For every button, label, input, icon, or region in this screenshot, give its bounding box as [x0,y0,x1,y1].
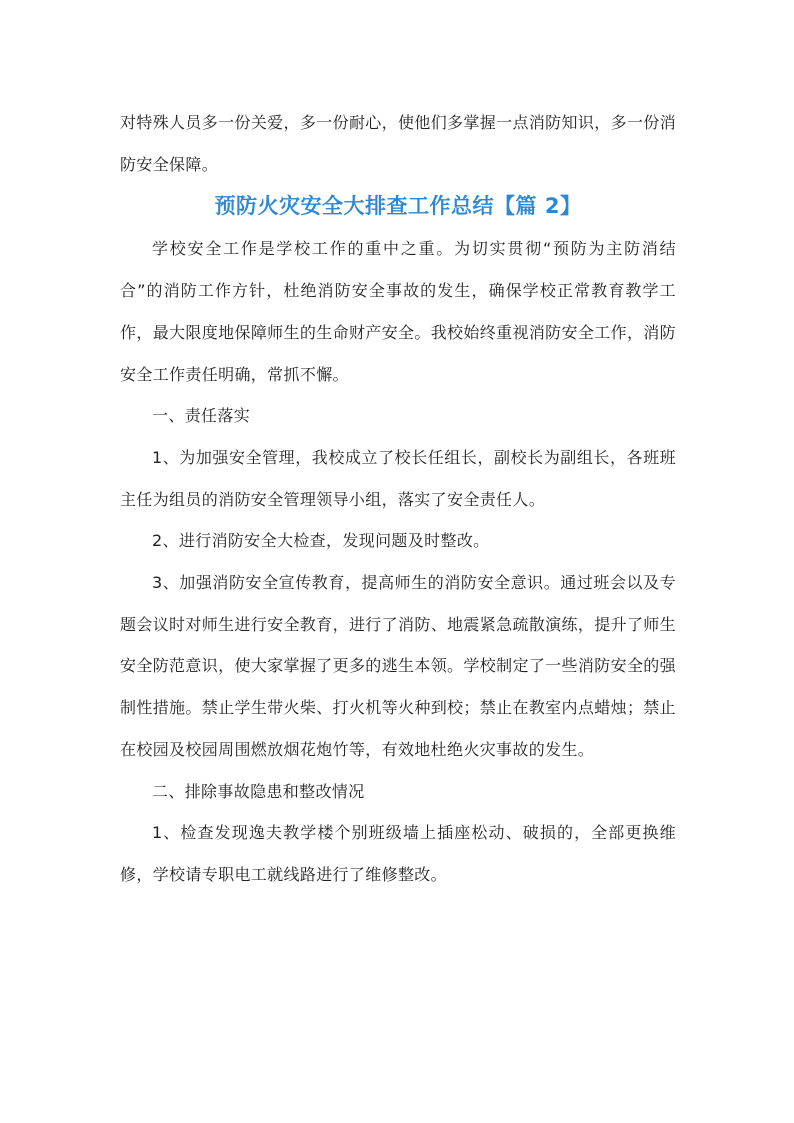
body-paragraph-1: 学校安全工作是学校工作的重中之重。为切实贯彻“预防为主防消结合”的消防工作方针，杜绝消防安全事故的发生，确保学校正常教育教学工作，最大限度地保障师生的生命财产安全。我校始终重视消防安全工作，消防安全工作责任明确，常抓不懈。 [120,239,676,384]
section-title: 预防火灾安全大排查工作总结【篇 2】 [214,194,582,219]
document-body [120,102,676,896]
body-paragraph-2: 1、为加强安全管理，我校成立了校长任组长，副校长为副组长，各班班主任为组员的消防安全管理领导小组，落实了安全责任人。 [120,447,676,509]
body-paragraph-4: 3、加强消防安全宣传教育，提高师生的消防安全意识。通过班会以及专题会议时对师生进行安全教育，进行了消防、地震紧急疏散演练，提升了师生安全防范意识，使大家掌握了更多的逃生本领。学校制定了一些消防安全的强制性措施。禁止学生带火柴、打火机等火种到校；禁止在教室内点蜡烛；禁止在校园及校园周围燃放烟花炮竹等，有效地杜绝火灾事故的发生。 [120,573,676,759]
body-paragraph-3: 2、进行消防安全大检查，发现问题及时整改。 [152,531,490,551]
intro-paragraph: 对特殊人员多一份关爱，多一份耐心，使他们多掌握一点消防知识，多一份消防安全保障。 [120,113,676,174]
heading-hazard-removal: 二、排除事故隐患和整改情况 [152,781,365,801]
heading-responsibility: 一、责任落实 [152,406,251,426]
body-paragraph-5: 1、检查发现逸夫教学楼个别班级墙上插座松动、破损的，全部更换维修，学校请专职电工就线路进行了维修整改。 [120,823,676,884]
